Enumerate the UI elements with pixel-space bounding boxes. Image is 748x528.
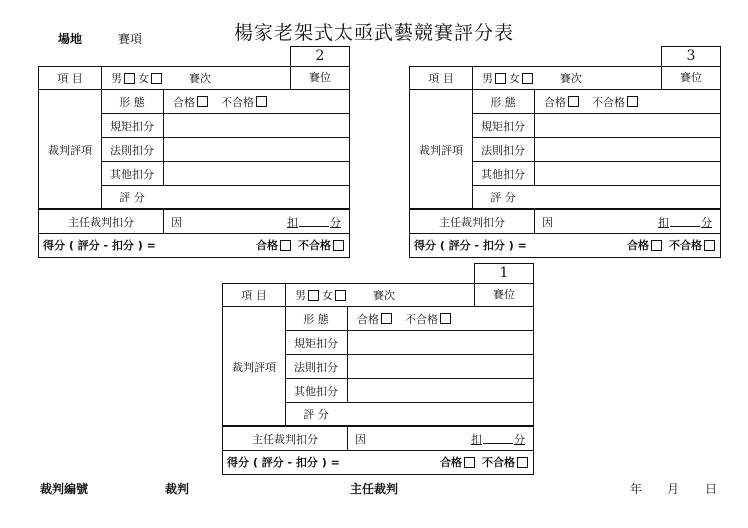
rank-number: 2 [315, 48, 325, 64]
fail-label: 不合格 [221, 95, 254, 109]
female-checkbox[interactable] [522, 73, 533, 84]
method-deduct-label: 法則扣分 [110, 143, 154, 157]
points-label: 分 [514, 432, 525, 446]
final-pass-label: 合格 [440, 456, 462, 469]
col-divider [163, 210, 164, 234]
final-pass-label: 合格 [627, 239, 649, 252]
method-deduct-label: 法則扣分 [294, 360, 338, 374]
pass-label: 合格 [173, 95, 195, 109]
deduct-label: 扣 [471, 432, 482, 446]
final-pass-checkbox[interactable] [280, 240, 291, 251]
male-checkbox[interactable] [124, 73, 135, 84]
male-label: 男 [482, 72, 493, 85]
female-label: 女 [322, 289, 333, 302]
round-label: 賽次 [560, 72, 582, 85]
female-checkbox[interactable] [151, 73, 162, 84]
pass-label: 合格 [357, 312, 379, 326]
other-deduct-field[interactable] [348, 379, 532, 402]
pass-checkbox[interactable] [381, 313, 392, 324]
gender-round-field [111, 67, 289, 89]
reason-label: 因 [171, 215, 182, 229]
rule-deduct-field[interactable] [535, 114, 719, 137]
final-pass-fail [393, 451, 531, 473]
female-checkbox[interactable] [335, 290, 346, 301]
female-label: 女 [138, 72, 149, 85]
other-deduct-label: 其他扣分 [110, 167, 154, 181]
final-fail-checkbox[interactable] [704, 240, 715, 251]
score-grid [38, 66, 350, 258]
points-label: 分 [701, 215, 712, 229]
final-formula: 得分 ( 評分 - 扣分 ) = [414, 239, 527, 252]
chief-deduct-field[interactable] [467, 427, 529, 450]
score-field[interactable] [535, 186, 719, 208]
fail-checkbox[interactable] [440, 313, 451, 324]
other-deduct-field[interactable] [164, 162, 348, 185]
points-label: 分 [330, 215, 341, 229]
score-label: 評 分 [119, 191, 145, 204]
day-label: 日 [705, 482, 718, 496]
col-divider [474, 284, 475, 306]
male-checkbox[interactable] [308, 290, 319, 301]
final-formula: 得分 ( 評分 - 扣分 ) = [43, 239, 156, 252]
rank-label: 賽位 [309, 71, 331, 84]
rank-label: 賽位 [493, 288, 515, 301]
judge-number-label: 裁判編號 [40, 482, 89, 496]
final-fail-checkbox[interactable] [333, 240, 344, 251]
final-fail-checkbox[interactable] [517, 457, 528, 468]
final-pass-checkbox[interactable] [651, 240, 662, 251]
rule-deduct-field[interactable] [348, 331, 532, 354]
reason-label: 因 [355, 432, 366, 446]
item-label: 項 目 [241, 289, 267, 302]
form-pass-fail [357, 307, 527, 330]
page-title: 楊家老架式太亟武藝競賽評分表 [233, 22, 514, 44]
final-formula: 得分 ( 評分 - 扣分 ) = [227, 456, 340, 469]
form-label: 形 態 [303, 312, 329, 326]
score-field[interactable] [348, 403, 532, 425]
chief-deduct-field[interactable] [654, 210, 716, 233]
deduct-label: 扣 [658, 215, 669, 229]
chief-deduct-label: 主任裁判扣分 [439, 215, 505, 229]
fail-label: 不合格 [592, 95, 625, 109]
pass-checkbox[interactable] [197, 96, 208, 107]
deduct-blank [483, 433, 513, 444]
form-label: 形 態 [490, 95, 516, 109]
judge-items-label: 裁判評項 [419, 143, 463, 157]
method-deduct-field[interactable] [164, 138, 348, 161]
score-card [222, 263, 534, 475]
fail-checkbox[interactable] [627, 96, 638, 107]
form-pass-fail [173, 90, 343, 113]
pass-label: 合格 [544, 95, 566, 109]
final-pass-fail [209, 234, 347, 256]
score-field[interactable] [164, 186, 348, 208]
item-label: 項 目 [428, 72, 454, 85]
col-divider [347, 427, 348, 451]
male-label: 男 [295, 289, 306, 302]
deduct-blank [299, 216, 329, 227]
pass-checkbox[interactable] [568, 96, 579, 107]
gender-round-field [295, 284, 473, 306]
score-card [409, 46, 721, 258]
chief-deduct-label: 主任裁判扣分 [68, 215, 134, 229]
fail-checkbox[interactable] [256, 96, 267, 107]
year-label: 年 [630, 482, 643, 496]
rank-number: 3 [686, 48, 696, 64]
final-fail-label: 不合格 [669, 239, 702, 252]
male-checkbox[interactable] [495, 73, 506, 84]
score-grid [222, 283, 534, 475]
item-label: 項 目 [57, 72, 83, 85]
form-label: 形 態 [119, 95, 145, 109]
method-deduct-field[interactable] [348, 355, 532, 378]
gender-round-field [482, 67, 660, 89]
rule-deduct-field[interactable] [164, 114, 348, 137]
month-label: 月 [667, 482, 680, 496]
score-card [38, 46, 350, 258]
other-deduct-label: 其他扣分 [481, 167, 525, 181]
final-fail-label: 不合格 [482, 456, 515, 469]
rule-deduct-label: 規矩扣分 [294, 336, 338, 350]
rule-deduct-label: 規矩扣分 [110, 119, 154, 133]
judge-items-label: 裁判評項 [232, 360, 276, 374]
rule-deduct-label: 規矩扣分 [481, 119, 525, 133]
chief-judge-label: 主任裁判 [350, 482, 399, 496]
other-deduct-field[interactable] [535, 162, 719, 185]
form-pass-fail [544, 90, 714, 113]
female-label: 女 [509, 72, 520, 85]
score-label: 評 分 [490, 191, 516, 204]
event-label: 賽項 [118, 32, 143, 46]
chief-deduct-label: 主任裁判扣分 [252, 432, 318, 446]
fail-label: 不合格 [405, 312, 438, 326]
final-pass-fail [580, 234, 718, 256]
col-divider [534, 210, 535, 234]
round-label: 賽次 [189, 72, 211, 85]
method-deduct-field[interactable] [535, 138, 719, 161]
deduct-label: 扣 [287, 215, 298, 229]
venue-label: 場地 [58, 32, 83, 46]
other-deduct-label: 其他扣分 [294, 384, 338, 398]
col-divider [290, 67, 291, 89]
rank-number: 1 [499, 265, 509, 281]
deduct-blank [670, 216, 700, 227]
method-deduct-label: 法則扣分 [481, 143, 525, 157]
rank-label: 賽位 [680, 71, 702, 84]
final-pass-checkbox[interactable] [464, 457, 475, 468]
final-pass-label: 合格 [256, 239, 278, 252]
round-label: 賽次 [373, 289, 395, 302]
male-label: 男 [111, 72, 122, 85]
chief-deduct-field[interactable] [283, 210, 345, 233]
judge-label: 裁判 [165, 482, 190, 496]
score-grid [409, 66, 721, 258]
reason-label: 因 [542, 215, 553, 229]
col-divider [661, 67, 662, 89]
judge-items-label: 裁判評項 [48, 143, 92, 157]
final-fail-label: 不合格 [298, 239, 331, 252]
score-label: 評 分 [303, 408, 329, 421]
